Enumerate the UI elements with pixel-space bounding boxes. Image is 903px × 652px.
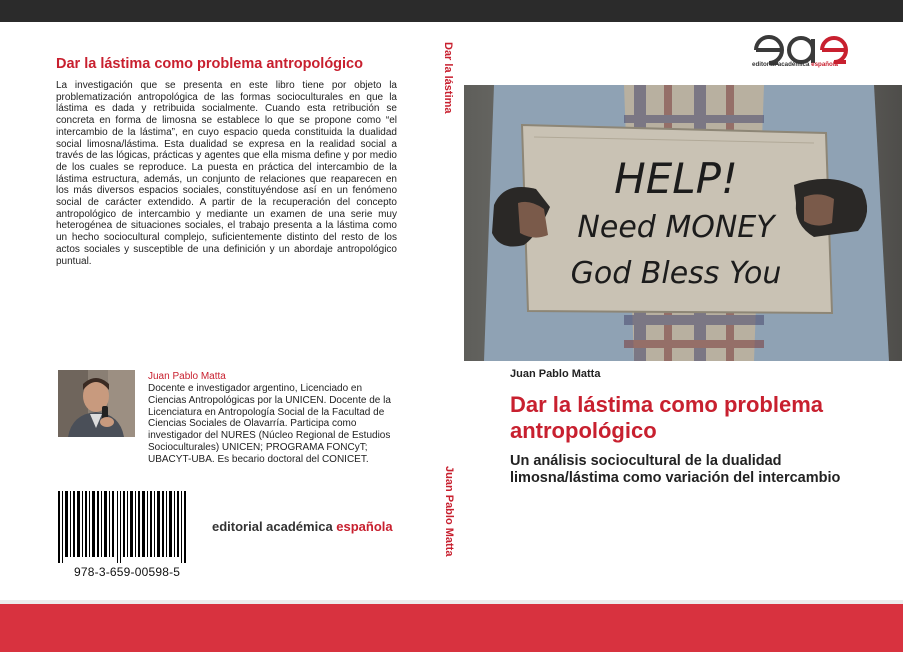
logo-caption-main: editorial académica [752,61,812,68]
back-cover-description: La investigación que se presenta en este libro tiene por objeto la problematización antropológica de las formas socioculturales en que la lástima es dada y retribuida socialmente. Cuando esta retribución se concreta en forma de limosna se establece lo que se propone como “el intercambio de la lástima”, en cuyo espacio queda constituida la dualidad social limosna/lástima. Esta dualidad se expresa en la realidad social a través de las lógicas, prácticas y agentes que ella misma define y por medio de los cuales se reproduce. La puesta en práctica del intercambio de la lástima estructura, además, un conjunto de relaciones que reaparecen en los más diversos espacios sociales, constituyéndose así en un fenómeno social de carácter extendido. A partir de la recuperación del concepto antropológico de intercambio y mediante un examen de una serie muy heterogénea de situaciones sociales, el trabajo presenta a la lástima como un hecho sociocultural complejo, suficientemente distinto del resto de los actos sociales y susceptible de una definición y un abordaje antropológico puntual. [56,80,397,267]
back-cover-title: Dar la lástima como problema antropológico [56,56,363,72]
back-author-name: Juan Pablo Matta [148,371,226,382]
logo-caption [752,61,852,68]
cover-photo [464,85,902,361]
barcode [58,491,186,563]
publisher-main-text: editorial académica [212,519,337,534]
spine-author: Juan Pablo Matta [443,466,455,557]
logo-caption-accent: española [811,61,838,68]
top-bar [0,0,903,22]
sign-line-3: God Bless You [570,256,782,291]
publisher-name-back [212,519,393,534]
publisher-accent-text: española [336,519,393,534]
isbn-number: 978-3-659-00598-5 [74,565,181,579]
front-author: Juan Pablo Matta [510,368,601,380]
author-bio: Docente e investigador argentino, Licenciado en Ciencias Antropológicas por la UNICEN. Docente de la Licenciatura en Antropología Social de la Facultad de Ciencias Sociales de Olavarría. Participa como investigador del NURES (Núcleo Regional de Estudios Socioculturales) UNICEN; PROGRAMA FONCyT; UBACYT-UBA. Es becario doctoral del CONICET. [148,383,391,465]
bottom-bar [0,604,903,652]
front-title: Dar la lástima como problema antropológico [510,392,823,443]
spine-title: Dar la lástima [442,42,454,114]
sign-line-2: Need MONEY [577,210,775,245]
front-subtitle: Un análisis sociocultural de la dualidad limosna/lástima como variación del intercambio [510,453,841,486]
author-photo [58,370,135,437]
sign-line-1: HELP! [614,154,738,203]
